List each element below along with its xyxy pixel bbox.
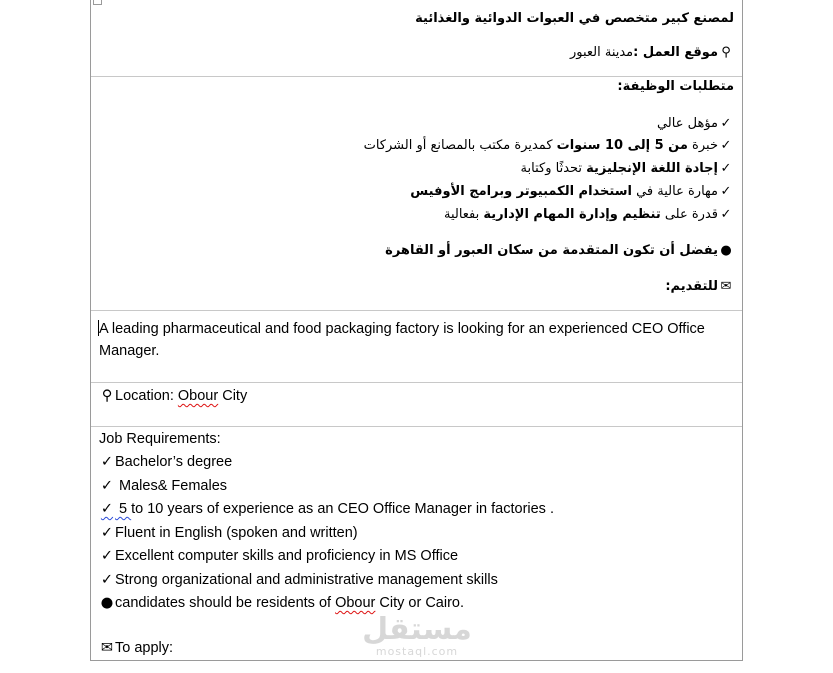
cell-divider (91, 382, 742, 383)
arabic-req-5: ✓قدرة على تنظيم وإدارة المهام الإدارية بفعالية (444, 206, 734, 224)
english-req-7: ● candidates should be residents of Obour City or Cairo. (99, 592, 464, 614)
arabic-apply: ✉للتقديم: (665, 278, 734, 296)
check-icon: ✓ (720, 207, 732, 222)
grammar-error-five[interactable]: 5 (115, 501, 132, 517)
arabic-preference: ●يفضل أن تكون المتقدمة من سكان العبور أو القاهرة (385, 242, 734, 260)
check-icon: ✓ (100, 478, 114, 494)
check-icon: ✓ (720, 138, 732, 153)
watermark-arabic: مستقل (362, 612, 472, 647)
english-req-2: ✓ Males& Females (99, 475, 227, 497)
lightbulb-icon: ● (720, 243, 732, 258)
english-req-4: ✓ Fluent in English (spoken and written) (99, 522, 358, 544)
mostaql-watermark (362, 614, 472, 664)
english-req-3: ✓ 5 to 10 years of experience as an CEO Office Manager in factories . (99, 498, 554, 520)
english-requirements-title: Job Requirements: (99, 431, 221, 447)
arabic-req-2: ✓خبرة من 5 إلى 10 سنوات كمديرة مكتب بالمصانع أو الشركات (364, 137, 734, 155)
lightbulb-icon: ● (100, 595, 114, 611)
cell-divider (91, 310, 742, 311)
arabic-req-3: ✓إجادة اللغة الإنجليزية تحدثًا وكتابة (521, 160, 734, 178)
english-apply: ✉ To apply: (99, 637, 173, 659)
check-icon: ✓ (100, 525, 114, 541)
envelope-icon: ✉ (720, 279, 732, 294)
english-location: ⚲ Location: Obour City (99, 385, 247, 407)
check-icon: ✓ (720, 184, 732, 199)
arabic-requirements-title: متطلبات الوظيفة: (617, 79, 734, 94)
pin-icon: ⚲ (101, 388, 113, 404)
check-icon: ✓ (100, 572, 114, 588)
spell-error-obour[interactable]: Obour (177, 388, 219, 404)
english-req-6: ✓ Strong organizational and administrative management skills (99, 569, 498, 591)
table-move-handle[interactable] (93, 0, 102, 5)
check-icon: ✓ (720, 116, 732, 131)
arabic-req-1: ✓مؤهل عالي (657, 115, 734, 133)
check-icon: ✓ (100, 454, 114, 470)
check-icon: ✓ (100, 548, 114, 564)
cell-divider (91, 76, 742, 77)
cell-divider (91, 426, 742, 427)
english-intro-line-2: Manager. (99, 343, 160, 359)
envelope-icon: ✉ (100, 640, 114, 656)
english-req-1: ✓ Bachelor’s degree (99, 451, 232, 473)
arabic-req-4: ✓مهارة عالية في استخدام الكمبيوتر وبرامج الأوفيس (410, 183, 734, 201)
check-icon: ✓ (100, 501, 114, 517)
pin-icon: ⚲ (721, 45, 731, 60)
document-page[interactable] (90, 0, 743, 661)
english-req-5: ✓ Excellent computer skills and proficiency in MS Office (99, 545, 458, 567)
arabic-intro: لمصنع كبير متخصص في العبوات الدوائية والغذائية (415, 11, 734, 26)
arabic-location: ⚲موقع العمل :مدينة العبور (570, 44, 734, 62)
english-intro-line-1: A leading pharmaceutical and food packaging factory is looking for an experienced CEO Office (99, 321, 705, 337)
check-icon: ✓ (720, 161, 732, 176)
spell-error-obour[interactable]: Obour (335, 595, 376, 611)
watermark-latin: mostaql.com (375, 645, 459, 658)
